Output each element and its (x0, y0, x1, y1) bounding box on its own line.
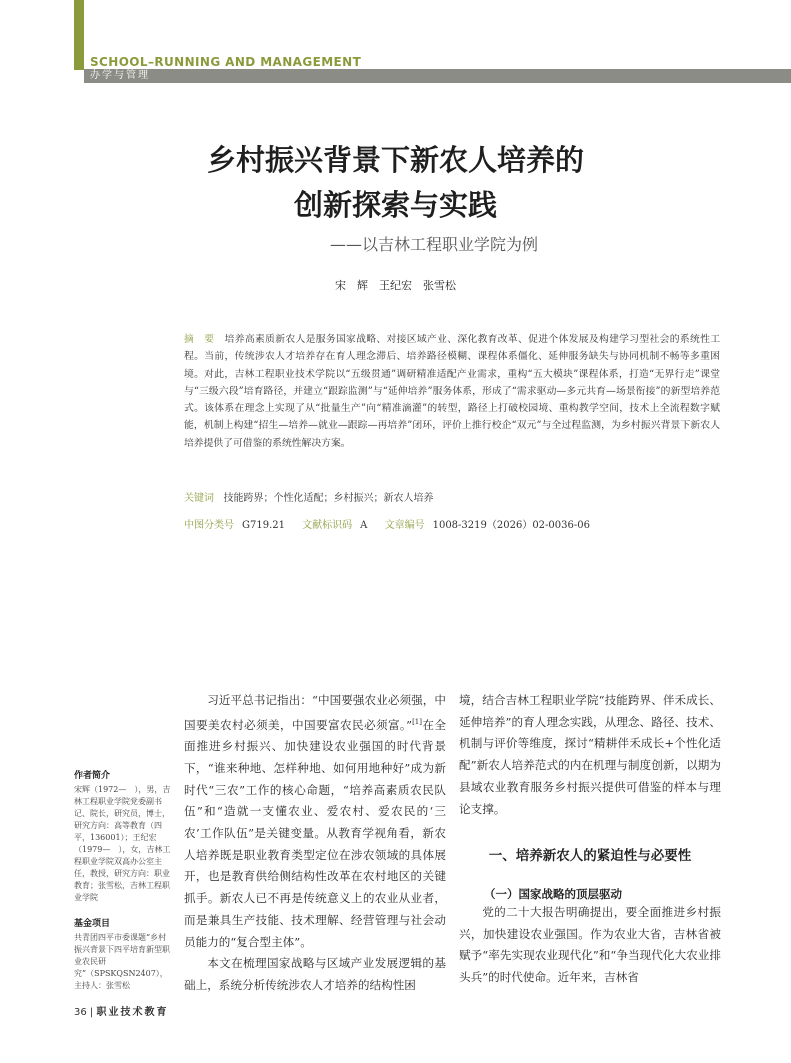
body-paragraph (184, 690, 446, 953)
body-column-right (459, 690, 721, 820)
author-bio (74, 770, 174, 904)
header-band (84, 69, 791, 83)
article-subtitle: ——以吉林工程职业学院为例 (330, 235, 539, 254)
article-title-line2: 创新探索与实践 (293, 188, 497, 222)
citation-ref: [1] (412, 717, 422, 726)
quote-text: 习近平总书记指出：“中国要强农业必须强，中国要美农村必须美，中国要富农民必须富。” (184, 693, 446, 732)
header-accent-bar (74, 0, 84, 70)
keywords-label: 关键词 (184, 493, 214, 504)
doc-code-label: 文献标识码 (302, 520, 353, 531)
keywords (184, 489, 434, 504)
article-number-label: 文章编号 (384, 520, 425, 531)
fund-text: 共青团四平市委课题“乡村振兴背景下四平培育新型职业农民研究”（SPSKQSN2407），主持人：张雪松 (74, 933, 170, 990)
section-label-en: SCHOOL–RUNNING AND MANAGEMENT (90, 55, 362, 69)
body-paragraph: 本文在梳理国家战略与区域产业发展逻辑的基础上，系统分析传统涉农人才培养的结构性困 (184, 956, 446, 992)
journal-name: 职业技术教育 (96, 1007, 169, 1018)
abstract (184, 331, 720, 452)
clc-value: G719.21 (242, 520, 285, 531)
doc-code-value: A (360, 520, 368, 531)
fund-info (74, 918, 174, 992)
abstract-text: 培养高素质新农人是服务国家战略、对接区域产业、深化教育改革、促进个体发展及构建学习型社会的系统性工程。当前，传统涉农人才培养存在育人理念滞后、培养路径模糊、课程体系僵化、延伸服务缺失与协同机制不畅等多重困境。对此，吉林工程职业技术学院以“五级贯通”调研精准适配产业需求，重构“五大模块”课程体系，打造“无界行走”课堂与“三级六段”培育路径，并建立“跟踪监测”与“延伸培养”服务体系，形成了“需求驱动—多元共育—场景衔接”的新型培养范式。该体系在理念上实现了从“批量生产”向“精准滴灌”的转型，路径上打破校园境、重构教学空间，技术上全流程数字赋能，机制上构建“招生—培养—就业—跟踪—再培养”闭环，评价上推行校企“双元”与全过程监测，为乡村振兴背景下新农人培养提供了可借鉴的系统性解决方案。 (184, 334, 721, 449)
abstract-label: 摘 要 (184, 334, 215, 345)
author-bio-heading: 作者简介 (74, 771, 111, 781)
fund-heading: 基金项目 (74, 919, 111, 929)
article-authors: 宋 辉 王纪宏 张雪松 (335, 279, 456, 292)
body-column-left (184, 690, 446, 997)
classification-line (184, 516, 604, 531)
page-number: 36 (74, 1007, 87, 1018)
subsection-heading: （一）国家战略的顶层驱动 (484, 887, 622, 901)
article-number-value: 1008-3219（2026）02-0036-06 (432, 520, 590, 531)
body-column-right-lower (459, 902, 721, 989)
body-text: 在全面推进乡村振兴、加快建设农业强国的时代背景下，“谁来种地、怎样种地、如何用地种好”成为新时代“三农”工作的核心命题，“培养高素质农民队伍”和“造就一支懂农业、爱农村、爱农民的‘三农’工作队伍”是关键变量。从教育学视角看，新农人培养既是职业教育类型定位在涉农领域的具体展开，也是教育供给侧结构性改革在农村地区的关键抓手。新农人已不再是传统意义上的农业从业者，而是兼具生产技能、技术理解、经营管理与社会动员能力的“复合型主体”。 (184, 717, 446, 949)
author-bio-text: 宋辉（1972— ），男，吉林工程职业学院党委副书记、院长，研究员，博士，研究方向：高等教育（四平，136001）；王纪宏（1979— ），女，吉林工程职业学院双高办公室主任，教授，研究方向：职业教育；张雪松，吉林工程职业学院 (74, 785, 171, 902)
footer-divider: | (89, 1007, 97, 1018)
page-footer (74, 1003, 168, 1018)
body-paragraph: 党的二十大报告明确提出，要全面推进乡村振兴，加快建设农业强国。作为农业大省，吉林省被赋予“率先实现农业现代化”和“争当现代化大农业排头兵”的时代使命。近年来，吉林省 (459, 905, 721, 985)
body-paragraph: 境，结合吉林工程职业学院“技能跨界、伴禾成长、延伸培养”的育人理念实践，从理念、路径、技术、机制与评价等维度，探讨“精耕伴禾成长+个性化适配”新农人培养范式的内在机理与制度创新，以期为县域农业教育服务乡村振兴提供可借鉴的样本与理论支撑。 (459, 693, 721, 816)
section-heading: 一、培养新农人的紧迫性与必要性 (488, 848, 692, 864)
article-title-line1: 乡村振兴背景下新农人培养的 (206, 143, 584, 177)
section-label-cn: 办学与管理 (90, 70, 150, 81)
keywords-text: 技能跨界；个性化适配；乡村振兴；新农人培养 (223, 493, 434, 504)
clc-label: 中图分类号 (184, 520, 234, 531)
